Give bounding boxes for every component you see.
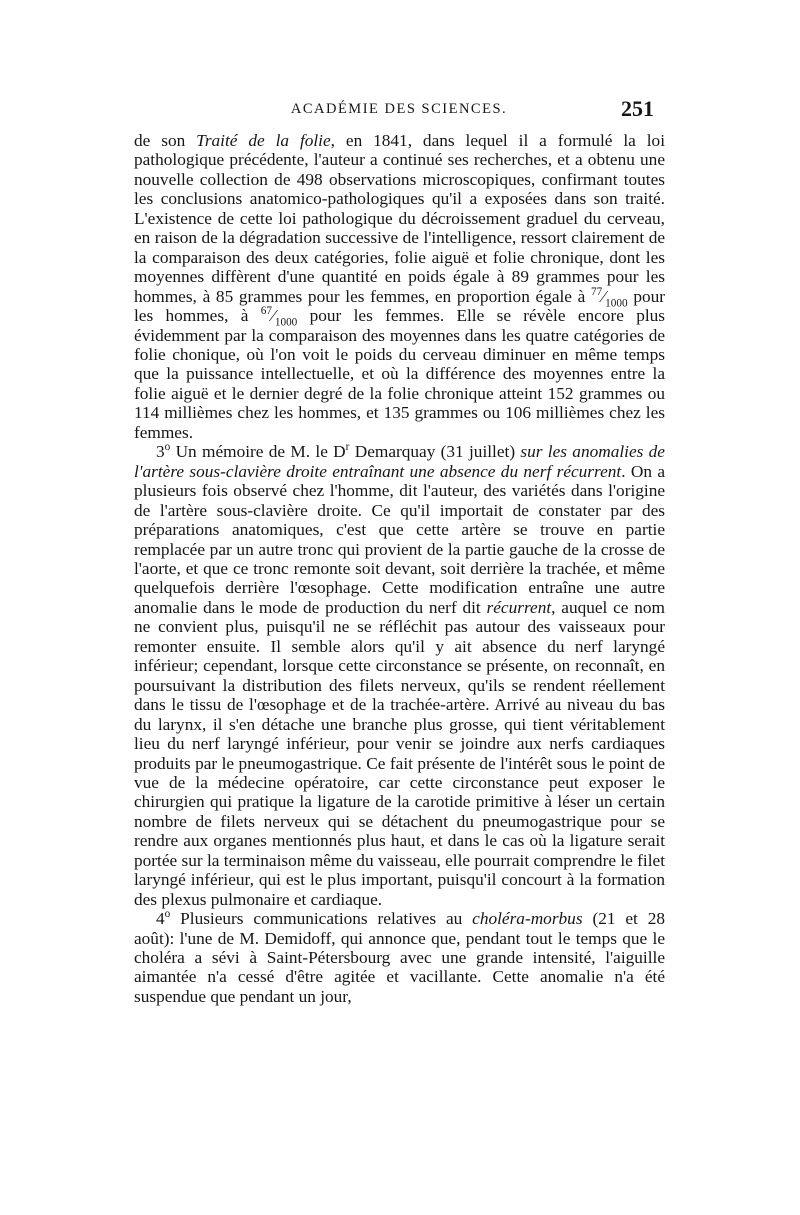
fraction: $^{77}⁄_{1000}$ [591,285,628,310]
superscript: o [164,908,171,921]
paragraph-demarquay [134,442,665,909]
superscript: o [164,441,171,454]
text-run: , en 1841, dans lequel il a formulé la loi pathologique précédente, l'auteur a continué ses recherches, et a obtenu une nouvelle collection de 498 observations microscopiques, confirmant toutes les conclusions anatomico-pathologiques qu'il a exposées dans son traité. L'existence de cette loi pathologique du décroissement graduel du cerveau, en raison de la dégradation successive de l'intelligence, ressort clairement de la comparaison des deux catégories, folie aiguë et folie chronique, dont les moyennes diffèrent d'une quantité en poids égale à 89 grammes pour les hommes, à 85 grammes pour les femmes, en proportion égale à [134,131,665,306]
fraction: $^{67}⁄_{1000}$ [260,305,298,329]
text-run: de son [134,131,197,150]
body-text [134,131,665,1006]
fraction-denominator: 1000 [274,316,298,329]
paragraph-cholera [134,909,665,1006]
italic-text: Traité de la folie [196,131,331,150]
fraction-denominator: 1000 [605,297,628,310]
text-run: 3 [156,442,165,462]
text-run: Plusieurs communications relatives au [170,909,473,929]
page-header [134,96,654,122]
text-run: Demarquay (31 juillet) [349,442,521,462]
text-run: (21 et 28 août): l'une de M. Demidoff, qui annonce que, pendant tout le temps que le choléra a sévi à Saint-Pétersbourg avec une grande intensité, l'aiguille aimantée n'a cessé d'être agitée et vacillante. Cette anomalie n'a été suspendue que pendant un jour, [134,909,666,1006]
fraction-numerator: 77 [591,285,603,298]
text-run: , auquel ce nom ne convient plus, puisqu'il ne se réfléchit pas autour des vaisseaux pour remonter ensuite. Il semble alors qu'il y ait absence du nerf laryngé inférieur; cependant, lorsque cette circonstance se présente, on reconnaît, en poursuivant la distribution des filets nerveux, qu'ils se rendent réellement dans le tissu de l'œsophage et de la trachée-artère. Arrivé au niveau du bas du larynx, il s'en détache une branche plus grosse, qui tient véritablement lieu du nerf laryngé inférieur, pour venir se joindre aux nerfs cardiaques produits par le pneumogastrique. Ce fait présente de l'intérêt sous le point de vue de la médecine opératoire, car cette circonstance peut exposer le chirurgien qui pratique la ligature de la carotide primitive à léser un certain nombre de filets nerveux qui se détachent du pneumogastrique pour se rendre aux organes mentionnés plus haut, et dans le cas où la ligature serait portée sur la terminaison même du vaisseau, elle pourrait comprendre le filet laryngé inférieur, qui est le plus important, puisqu'il concourt à la formation des plexus pulmonaire et cardiaque. [134,597,665,909]
text-run: pour les hommes, à [134,286,665,326]
superscript: r [345,441,350,454]
italic-text: choléra-morbus [472,909,583,929]
page-number: 251 [621,96,654,121]
paragraph-folie [134,131,665,442]
text-run: Un mémoire de M. le D [170,442,346,462]
running-head: ACADÉMIE DES SCIENCES. [290,101,508,117]
text-run: pour les femmes. Elle se révèle encore plus évidemment par la comparaison des moyennes dans les quatre catégories de folie chonique, où l'on voit le poids du cerveau diminuer en même temps que la puissance intellectuelle, et où la différence des moyennes entre la folie aiguë et le dernier degré de la folie chronique atteint 152 grammes ou 114 millièmes chez les hommes, et 135 grammes ou 106 millièmes chez les femmes. [134,306,665,442]
fraction-numerator: 67 [260,305,272,318]
italic-text: récurrent [486,597,552,617]
italic-text: sur les anomalies de l'artère sous-clavière droite entraînant une absence du nerf récurrent [134,442,665,481]
text-run: 4 [156,909,165,929]
text-run: . On a plusieurs fois observé chez l'homme, dit l'auteur, des variétés dans l'origine de l'artère sous-clavière droite. Ce qu'il importait de constater par des préparations anatomiques, c'est que cette artère se trouve en partie remplacée par un autre tronc qui provient de la partie gauche de la crosse de l'aorte, et que ce tronc remonte soit devant, soit derrière la trachée, et même quelquefois derrière l'œsophage. Cette modification entraîne une autre anomalie dans le mode de production du nerf dit [134,461,665,617]
